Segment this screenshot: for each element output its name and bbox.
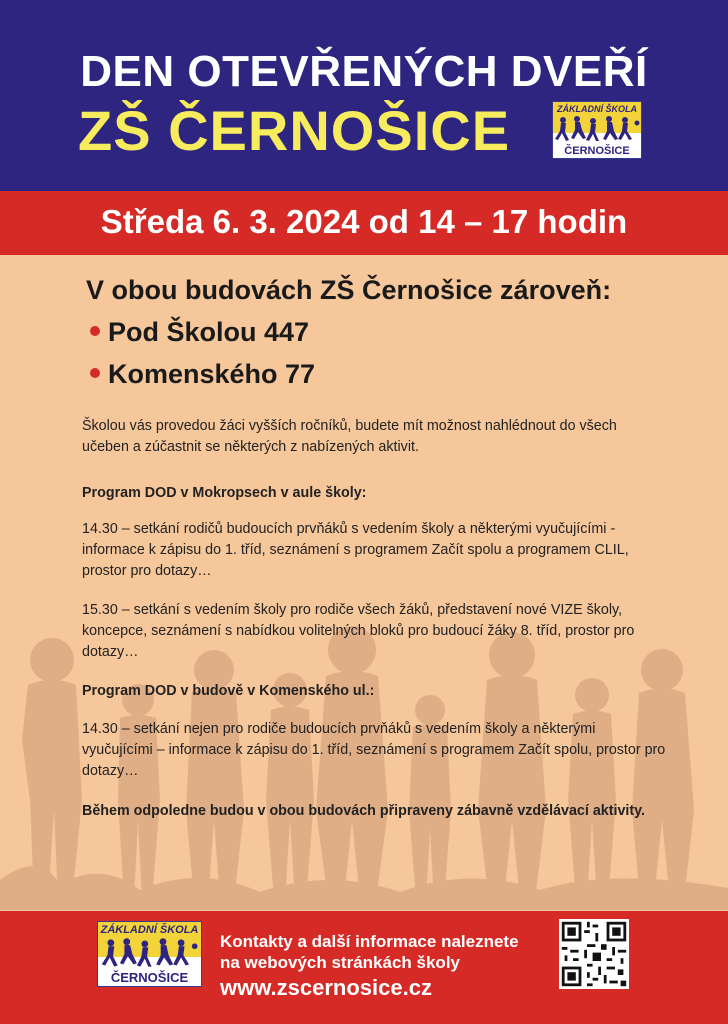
website-link[interactable]: www.zscernosice.cz: [220, 975, 432, 1000]
bullet-icon: [90, 326, 100, 336]
logo-top-text: ZÁKLADNÍ ŠKOLA: [557, 104, 637, 114]
bullet-icon: [90, 368, 100, 378]
event-title: DEN OTEVŘENÝCH DVEŘÍ: [80, 47, 648, 96]
section-heading-komenskeho: Program DOD v budově v Komenského ul.:: [82, 683, 375, 699]
logo-top-text: ZÁKLADNÍ ŠKOLA: [100, 924, 199, 936]
building-item: [90, 356, 315, 392]
qr-code-icon[interactable]: [559, 919, 629, 989]
contact-line: Kontakty a další informace naleznete: [220, 932, 519, 951]
program-item: 14.30 – setkání nejen pro rodiče budoucích prvňáků s vedením školy a některými vyučujícími – informace k zápisu do 1. tříd, seznámení s programem Začít spolu, prostor pro dotazy…: [82, 721, 666, 779]
program-item: 14.30 – setkání rodičů budoucích prvňáků s vedením školy a některými vyučujícími - informace k zápisu do 1. tříd, seznámení s programem Začít spolu a programem CLIL, prostor pro dotazy…: [82, 521, 629, 579]
logo-bottom-text: ČERNOŠICE: [110, 970, 189, 985]
building-name: Komenského 77: [108, 359, 316, 389]
event-date: Středa 6. 3. 2024 od 14 – 17 hodin: [100, 203, 628, 240]
closing-note: Během odpoledne budou v obou budovách připraveny zábavně vzdělávací aktivity.: [82, 803, 646, 819]
school-name-title: ZŠ ČERNOŠICE: [78, 99, 511, 162]
running-children-icon: [98, 936, 202, 970]
program-item: 15.30 – setkání s vedením školy pro rodiče všech žáků, představení nové VIZE školy, koncepce, seznámení s nabídkou volitelných bloků pro budoucí žáky 8. tříd, prostor pro dotazy…: [82, 602, 635, 660]
school-logo-icon: [97, 921, 202, 987]
running-children-icon: [553, 114, 642, 144]
contact-line: na webových stránkách školy: [220, 953, 460, 972]
buildings-heading: V obou budovách ZŠ Černošice zároveň:: [86, 275, 612, 305]
section-heading-mokropsy: Program DOD v Mokropsech v aule školy:: [82, 485, 367, 501]
building-item: [90, 314, 309, 350]
intro-paragraph: Školou vás provedou žáci vyšších ročníků, budete mít možnost nahlédnout do všech učeben a zúčastnit se některých z nabízených aktivit.: [82, 418, 617, 455]
date-banner: [0, 191, 728, 255]
school-logo-icon: [552, 101, 642, 159]
building-name: Pod Školou 447: [108, 317, 310, 347]
logo-bottom-text: ČERNOŠICE: [564, 145, 630, 157]
header-banner: [0, 0, 728, 191]
